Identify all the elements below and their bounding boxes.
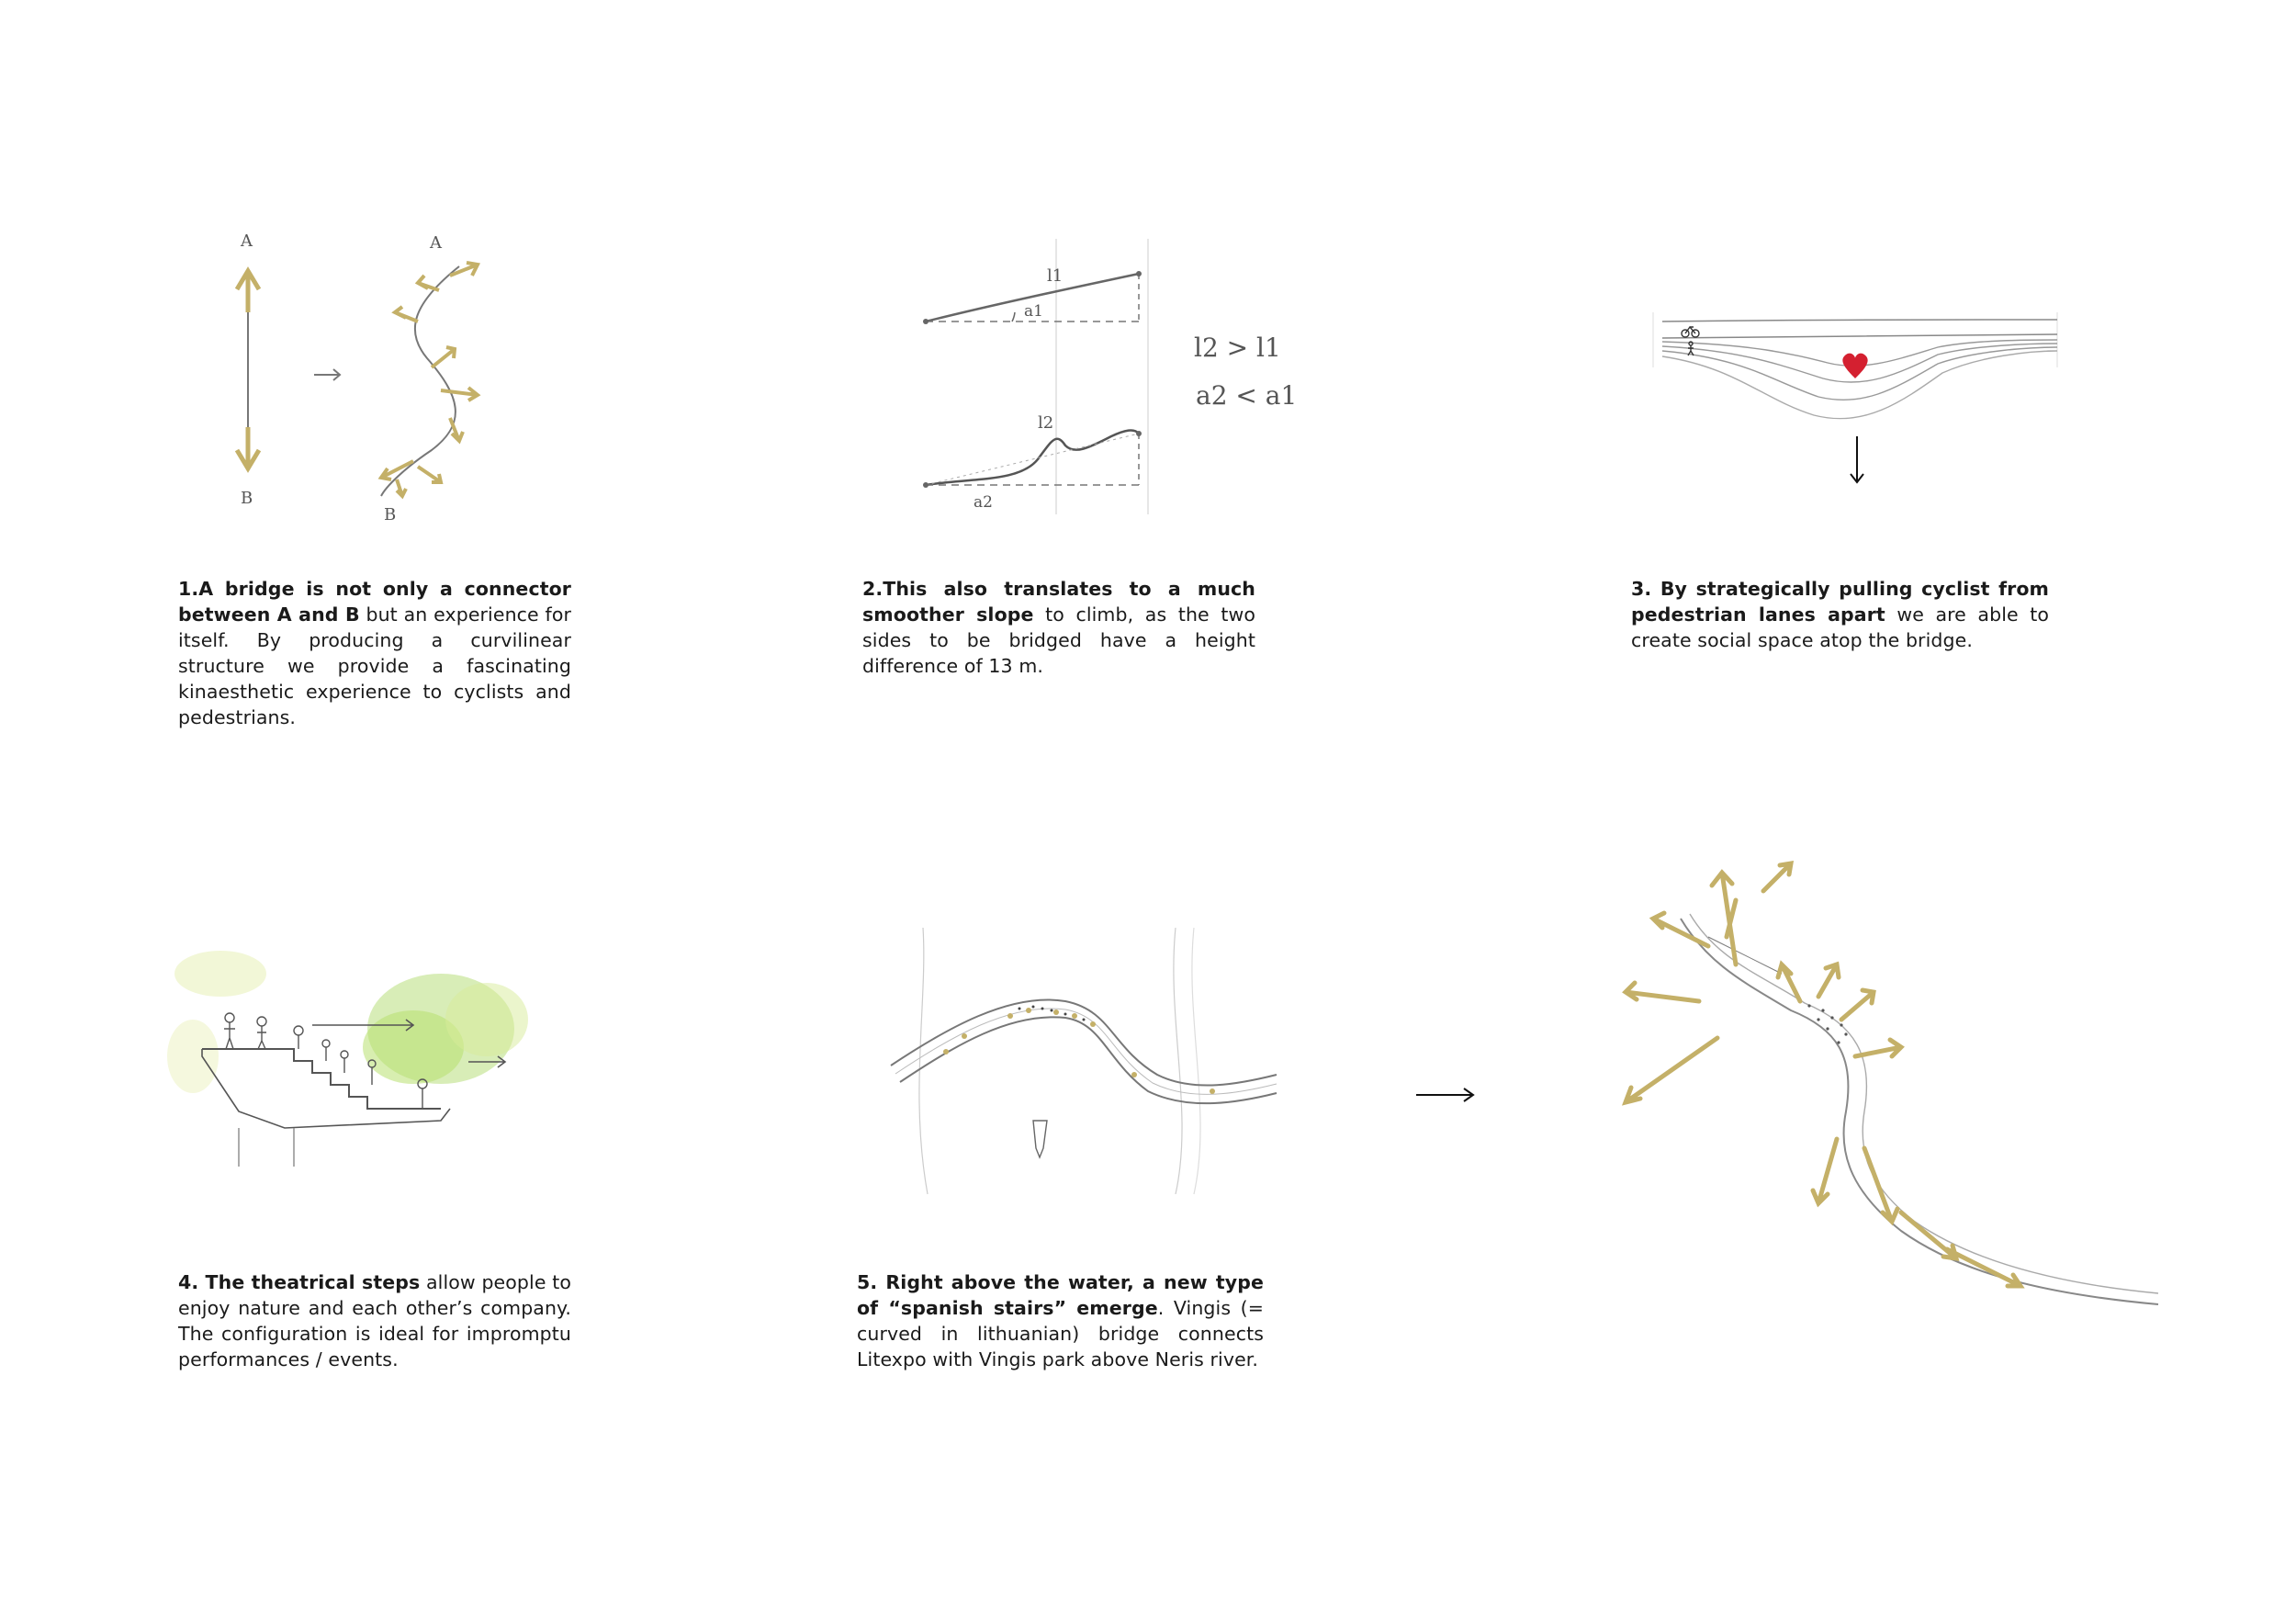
caption-4: [178, 1269, 571, 1372]
caption-4-text: allow people to enjoy nature and each other’s company. The configuration is ideal for impromptu performances / events.: [178, 1271, 571, 1370]
label-l1: l1: [1047, 266, 1064, 286]
caption-2-bold: 2.This also translates to a much smoother slope: [862, 578, 1255, 626]
caption-5: [857, 1269, 1264, 1372]
label-b-left: B: [241, 489, 253, 508]
caption-1-bold: 1.A bridge is not only a connector between A and B: [178, 578, 571, 626]
pedestrian-icon: [1688, 342, 1694, 355]
label-a1: a1: [1024, 302, 1043, 321]
sketch-theatrical-steps: [165, 946, 551, 1185]
label-a-left: A: [241, 231, 253, 251]
caption-3-bold: 3. By strategically pulling cyclist from pedestrian lanes apart: [1631, 578, 2049, 626]
caption-3-text: we are able to create social space atop the bridge.: [1631, 603, 2050, 651]
caption-5-text: . Vingis (= curved in lithuanian) bridge connects Litexpo with Vingis park above Neris river.: [857, 1297, 1264, 1370]
caption-2-text: to climb, as the two sides to be bridged have a height difference of 13 m.: [862, 603, 1255, 677]
heart-icon: [1842, 354, 1867, 378]
arrow-right-icon: [1414, 1084, 1479, 1106]
caption-2: [862, 576, 1255, 679]
bicycle-icon: [1682, 327, 1699, 337]
caption-4-bold: 4. The theatrical steps: [178, 1271, 421, 1293]
sketch-bridge-plan: [872, 928, 1295, 1194]
sketch-lanes: [1644, 294, 2076, 496]
label-a2: a2: [974, 493, 993, 512]
sketch-a-to-b: [184, 220, 533, 533]
caption-1-text: but an experience for itself. By producing a curvilinear structure we provide a fascinating kinaesthetic experience to cyclists and pedestrians.: [178, 603, 571, 728]
label-l2: l2: [1038, 413, 1054, 433]
caption-1: [178, 576, 571, 730]
equation-l: l2 > l1: [1194, 333, 1281, 363]
label-a-right: A: [430, 233, 442, 253]
sketch-bridge-views: [1598, 845, 2167, 1341]
label-b-right: B: [384, 505, 397, 524]
caption-5-bold: 5. Right above the water, a new type of “spanish stairs” emerge: [857, 1271, 1264, 1319]
sketch-slope: [900, 220, 1322, 524]
equation-a: a2 < a1: [1196, 380, 1298, 411]
caption-3: [1631, 576, 2049, 653]
